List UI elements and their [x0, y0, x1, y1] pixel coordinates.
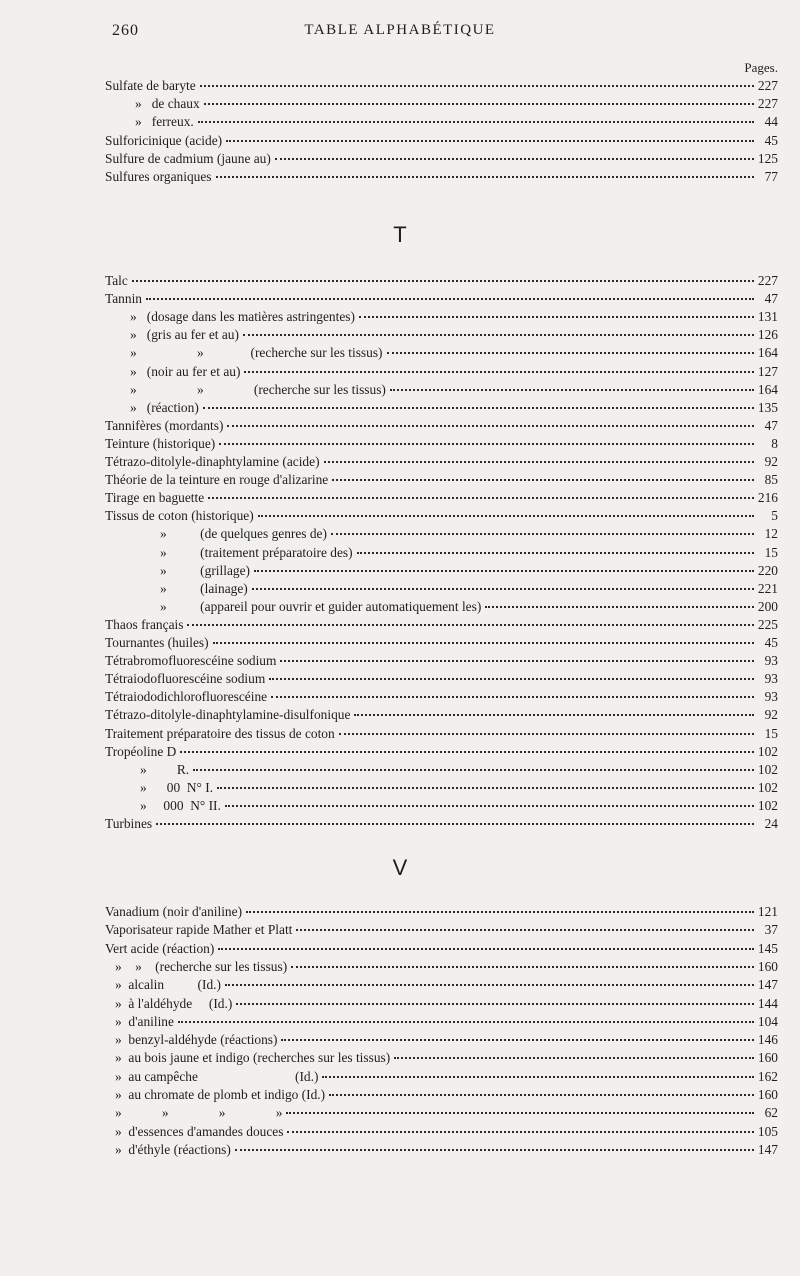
entry-page-number: 15 — [764, 544, 778, 560]
dot-leader — [198, 121, 754, 123]
entry-page-number: 220 — [757, 562, 778, 578]
dot-leader — [236, 1003, 754, 1005]
entry-label: Tannifères (mordants) — [105, 417, 224, 433]
entry-page-number: 12 — [764, 526, 778, 542]
entry-page-number: 44 — [764, 114, 778, 130]
entry-page-number: 102 — [757, 779, 778, 795]
index-entry — [105, 273, 778, 291]
entry-label: Vert acide (réaction) — [105, 940, 215, 956]
running-title: TABLE ALPHABÉTIQUE — [304, 22, 496, 38]
entry-label: » au campêche (Id.) — [115, 1068, 319, 1084]
entry-label: Tétrazo-ditolyle-dinaphtylamine (acide) — [105, 454, 320, 469]
entry-page-number: 147 — [757, 1141, 778, 1157]
entry-page-number: 225 — [757, 616, 778, 632]
entry-page-number: 200 — [757, 598, 778, 614]
entry-label: Tétrazo-ditolyle-dinaphtylamine-disulfonique — [105, 707, 351, 723]
dot-leader — [296, 929, 754, 931]
entry-page-number: 45 — [764, 132, 778, 148]
index-entry — [115, 1142, 778, 1160]
index-entry — [135, 96, 778, 114]
index-entry — [105, 169, 778, 187]
dot-leader — [271, 696, 754, 698]
index-entry — [135, 114, 778, 132]
entry-label: » (lainage) — [160, 580, 248, 596]
index-entry — [105, 707, 778, 725]
index-entry — [115, 977, 778, 995]
entry-label: » au chromate de plomb et indigo (Id.) — [115, 1087, 326, 1102]
dot-leader — [286, 1112, 754, 1114]
index-entry — [105, 151, 778, 169]
pages-column-label: Pages. — [744, 60, 778, 75]
entry-page-number: 104 — [757, 1013, 778, 1029]
index-entry — [115, 1014, 778, 1032]
entry-page-number: 227 — [757, 96, 778, 112]
index-entry — [140, 798, 778, 816]
dot-leader — [359, 316, 754, 318]
entry-page-number: 147 — [757, 977, 778, 993]
entry-page-number: 8 — [771, 435, 778, 451]
entry-page-number: 102 — [757, 797, 778, 813]
entry-page-number: 93 — [764, 653, 778, 669]
dot-leader — [287, 1131, 753, 1133]
index-entry — [115, 996, 778, 1014]
entry-label: Talc — [105, 273, 128, 288]
dot-leader — [235, 1149, 754, 1151]
dot-leader — [324, 461, 754, 463]
entry-label: » (appareil pour ouvrir et guider automatiquement les) — [160, 598, 482, 614]
dot-leader — [322, 1076, 754, 1078]
entry-label: » » » » — [115, 1105, 283, 1121]
entry-page-number: 37 — [764, 922, 778, 938]
entry-label: » au bois jaune et indigo (recherches sur les tissus) — [115, 1050, 391, 1066]
dot-leader — [213, 642, 754, 644]
index-entry — [105, 436, 778, 454]
index-entry — [130, 309, 778, 327]
dot-leader — [187, 624, 753, 626]
entry-label: Tétraiododichlorofluorescéine — [105, 689, 268, 705]
entry-label: » R. — [140, 761, 190, 777]
section-letter-1: T — [393, 222, 407, 247]
dot-leader — [275, 158, 754, 160]
index-entry — [115, 1105, 778, 1123]
entry-label: Thaos français — [105, 616, 184, 632]
entry-page-number: 164 — [757, 381, 778, 397]
entry-page-number: 102 — [757, 761, 778, 777]
entry-label: Traitement préparatoire des tissus de coton — [105, 725, 335, 741]
entry-page-number: 47 — [764, 291, 778, 307]
dot-leader — [200, 85, 754, 87]
entry-page-number: 93 — [764, 671, 778, 687]
dot-leader — [291, 966, 754, 968]
dot-leader — [203, 407, 754, 409]
dot-leader — [225, 984, 754, 986]
dot-leader — [178, 1021, 754, 1023]
entry-page-number: 45 — [764, 635, 778, 650]
index-entry — [115, 1032, 778, 1050]
dot-leader — [218, 948, 754, 950]
entry-page-number: 131 — [757, 309, 778, 325]
entry-label: Sulforicinique (acide) — [105, 132, 223, 148]
index-entry — [105, 941, 778, 959]
entry-page-number: 15 — [764, 725, 778, 741]
entry-page-number: 160 — [757, 958, 778, 974]
dot-leader — [394, 1057, 754, 1059]
dot-leader — [280, 660, 754, 662]
entry-page-number: 126 — [757, 327, 778, 343]
dot-leader — [252, 588, 754, 590]
dot-leader — [254, 570, 754, 572]
dot-leader — [331, 533, 754, 535]
entry-label: Vaporisateur rapide Mather et Platt — [105, 922, 293, 938]
entry-page-number: 93 — [764, 689, 778, 705]
entry-page-number: 221 — [757, 580, 778, 596]
dot-leader — [132, 280, 754, 282]
entry-page-number: 102 — [757, 743, 778, 759]
dot-leader — [208, 497, 754, 499]
index-entry — [105, 418, 778, 436]
entry-page-number: 121 — [757, 904, 778, 919]
index-entry — [130, 400, 778, 418]
dot-leader — [243, 334, 754, 336]
entry-page-number: 146 — [757, 1032, 778, 1048]
entry-label: » (traitement préparatoire des) — [160, 544, 353, 560]
index-entry — [105, 454, 778, 472]
index-entry — [140, 762, 778, 780]
entry-label: » (dosage dans les matières astringentes) — [130, 309, 355, 325]
entry-label: Tissus de coton (historique) — [105, 508, 254, 524]
index-entry — [140, 780, 778, 798]
dot-leader — [390, 389, 754, 391]
entry-label: Tannin — [105, 291, 142, 307]
page-number: 260 — [112, 22, 139, 39]
index-entry — [105, 508, 778, 526]
entry-page-number: 24 — [764, 816, 778, 831]
entry-page-number: 160 — [757, 1050, 778, 1066]
index-entry — [105, 922, 778, 940]
index-entry — [105, 617, 778, 635]
index-entry — [105, 904, 778, 922]
entry-page-number: 127 — [757, 363, 778, 379]
section-letter-2: V — [392, 855, 408, 880]
entry-label: » (grillage) — [160, 562, 250, 578]
entry-label: Teinture (historique) — [105, 435, 216, 451]
index-entry — [130, 345, 778, 363]
index-entry — [115, 1124, 778, 1142]
index-entry — [105, 726, 778, 744]
index-entry — [105, 744, 778, 762]
entry-label: Tropéoline D — [105, 743, 177, 759]
dot-leader — [244, 371, 753, 373]
entry-label: » à l'aldéhyde (Id.) — [115, 995, 233, 1011]
dot-leader — [216, 176, 755, 178]
index-entry — [105, 78, 778, 96]
dot-leader — [217, 787, 754, 789]
dot-leader — [258, 515, 754, 517]
index-entry — [105, 133, 778, 151]
entry-label: Turbines — [105, 816, 153, 831]
index-entry — [130, 364, 778, 382]
entry-page-number: 160 — [757, 1087, 778, 1102]
index-entry — [105, 490, 778, 508]
entry-label: » de chaux — [135, 96, 200, 112]
entry-label: » 000 N° II. — [140, 797, 221, 813]
index-entry — [115, 1050, 778, 1068]
entry-label: » (noir au fer et au) — [130, 363, 241, 379]
dot-leader — [227, 425, 754, 427]
index-entry — [105, 635, 778, 653]
entry-page-number: 47 — [764, 417, 778, 433]
entry-label: Théorie de la teinture en rouge d'alizarine — [105, 472, 329, 488]
entry-page-number: 105 — [757, 1123, 778, 1139]
entry-label: » (réaction) — [130, 399, 199, 415]
entry-page-number: 92 — [764, 707, 778, 723]
dot-leader — [204, 103, 754, 105]
entry-label: » d'éthyle (réactions) — [115, 1141, 231, 1157]
dot-leader — [225, 805, 754, 807]
entry-page-number: 162 — [757, 1068, 778, 1084]
entry-label: » (gris au fer et au) — [130, 327, 239, 343]
entry-label: » alcalin (Id.) — [115, 977, 221, 993]
entry-label: » » (recherche sur les tissus) — [130, 381, 386, 397]
index-entry — [160, 563, 778, 581]
entry-label: » (de quelques genres de) — [160, 526, 327, 542]
dot-leader — [339, 733, 754, 735]
dot-leader — [146, 298, 754, 300]
dot-leader — [332, 479, 754, 481]
index-entry — [105, 671, 778, 689]
entry-page-number: 145 — [757, 940, 778, 956]
entry-label: Tétraiodofluorescéine sodium — [105, 671, 266, 687]
index-entry — [130, 327, 778, 345]
dot-leader — [485, 606, 754, 608]
entry-page-number: 135 — [757, 399, 778, 415]
entry-label: » d'aniline — [115, 1013, 174, 1029]
index-entry — [105, 653, 778, 671]
dot-leader — [329, 1094, 754, 1096]
index-entry — [115, 1087, 778, 1105]
index-entry — [105, 816, 778, 834]
entry-page-number: 227 — [757, 273, 778, 288]
dot-leader — [281, 1039, 753, 1041]
entry-label: Sulfures organiques — [105, 169, 212, 184]
entry-label: » ferreux. — [135, 114, 194, 130]
dot-leader — [226, 140, 754, 142]
dot-leader — [357, 552, 754, 554]
entry-page-number: 77 — [764, 169, 778, 184]
dot-leader — [354, 714, 754, 716]
index-entry — [160, 581, 778, 599]
index-entry — [130, 382, 778, 400]
dot-leader — [156, 823, 754, 825]
entry-label: Tirage en baguette — [105, 490, 205, 506]
index-entry — [105, 689, 778, 707]
entry-page-number: 164 — [757, 345, 778, 361]
entry-label: » » (recherche sur les tissus) — [115, 958, 288, 974]
dot-leader — [180, 751, 754, 753]
entry-page-number: 5 — [771, 508, 778, 524]
dot-leader — [246, 911, 754, 913]
entry-label: » benzyl-aldéhyde (réactions) — [115, 1032, 278, 1048]
index-entry — [105, 472, 778, 490]
dot-leader — [193, 769, 754, 771]
entry-label: » d'essences d'amandes douces — [115, 1123, 284, 1139]
entry-label: Sulfate de baryte — [105, 78, 196, 93]
entry-page-number: 125 — [757, 150, 778, 166]
index-entry — [160, 526, 778, 544]
entry-page-number: 92 — [764, 454, 778, 469]
entry-label: Sulfure de cadmium (jaune au) — [105, 150, 271, 166]
index-entry — [115, 959, 778, 977]
entry-page-number: 62 — [764, 1105, 778, 1121]
entry-label: Vanadium (noir d'aniline) — [105, 904, 243, 919]
index-entry — [115, 1069, 778, 1087]
index-entry — [160, 599, 778, 617]
entry-page-number: 144 — [757, 995, 778, 1011]
index-entry — [105, 291, 778, 309]
entry-label: » » (recherche sur les tissus) — [130, 345, 383, 361]
entry-page-number: 85 — [764, 472, 778, 488]
entry-label: Tétrabromofluorescéine sodium — [105, 653, 277, 669]
entry-page-number: 227 — [757, 78, 778, 93]
entry-label: Tournantes (huiles) — [105, 635, 209, 650]
entry-page-number: 216 — [757, 490, 778, 506]
dot-leader — [269, 678, 754, 680]
dot-leader — [219, 443, 754, 445]
entry-label: » 00 N° I. — [140, 779, 214, 795]
index-entry — [160, 545, 778, 563]
dot-leader — [387, 352, 754, 354]
